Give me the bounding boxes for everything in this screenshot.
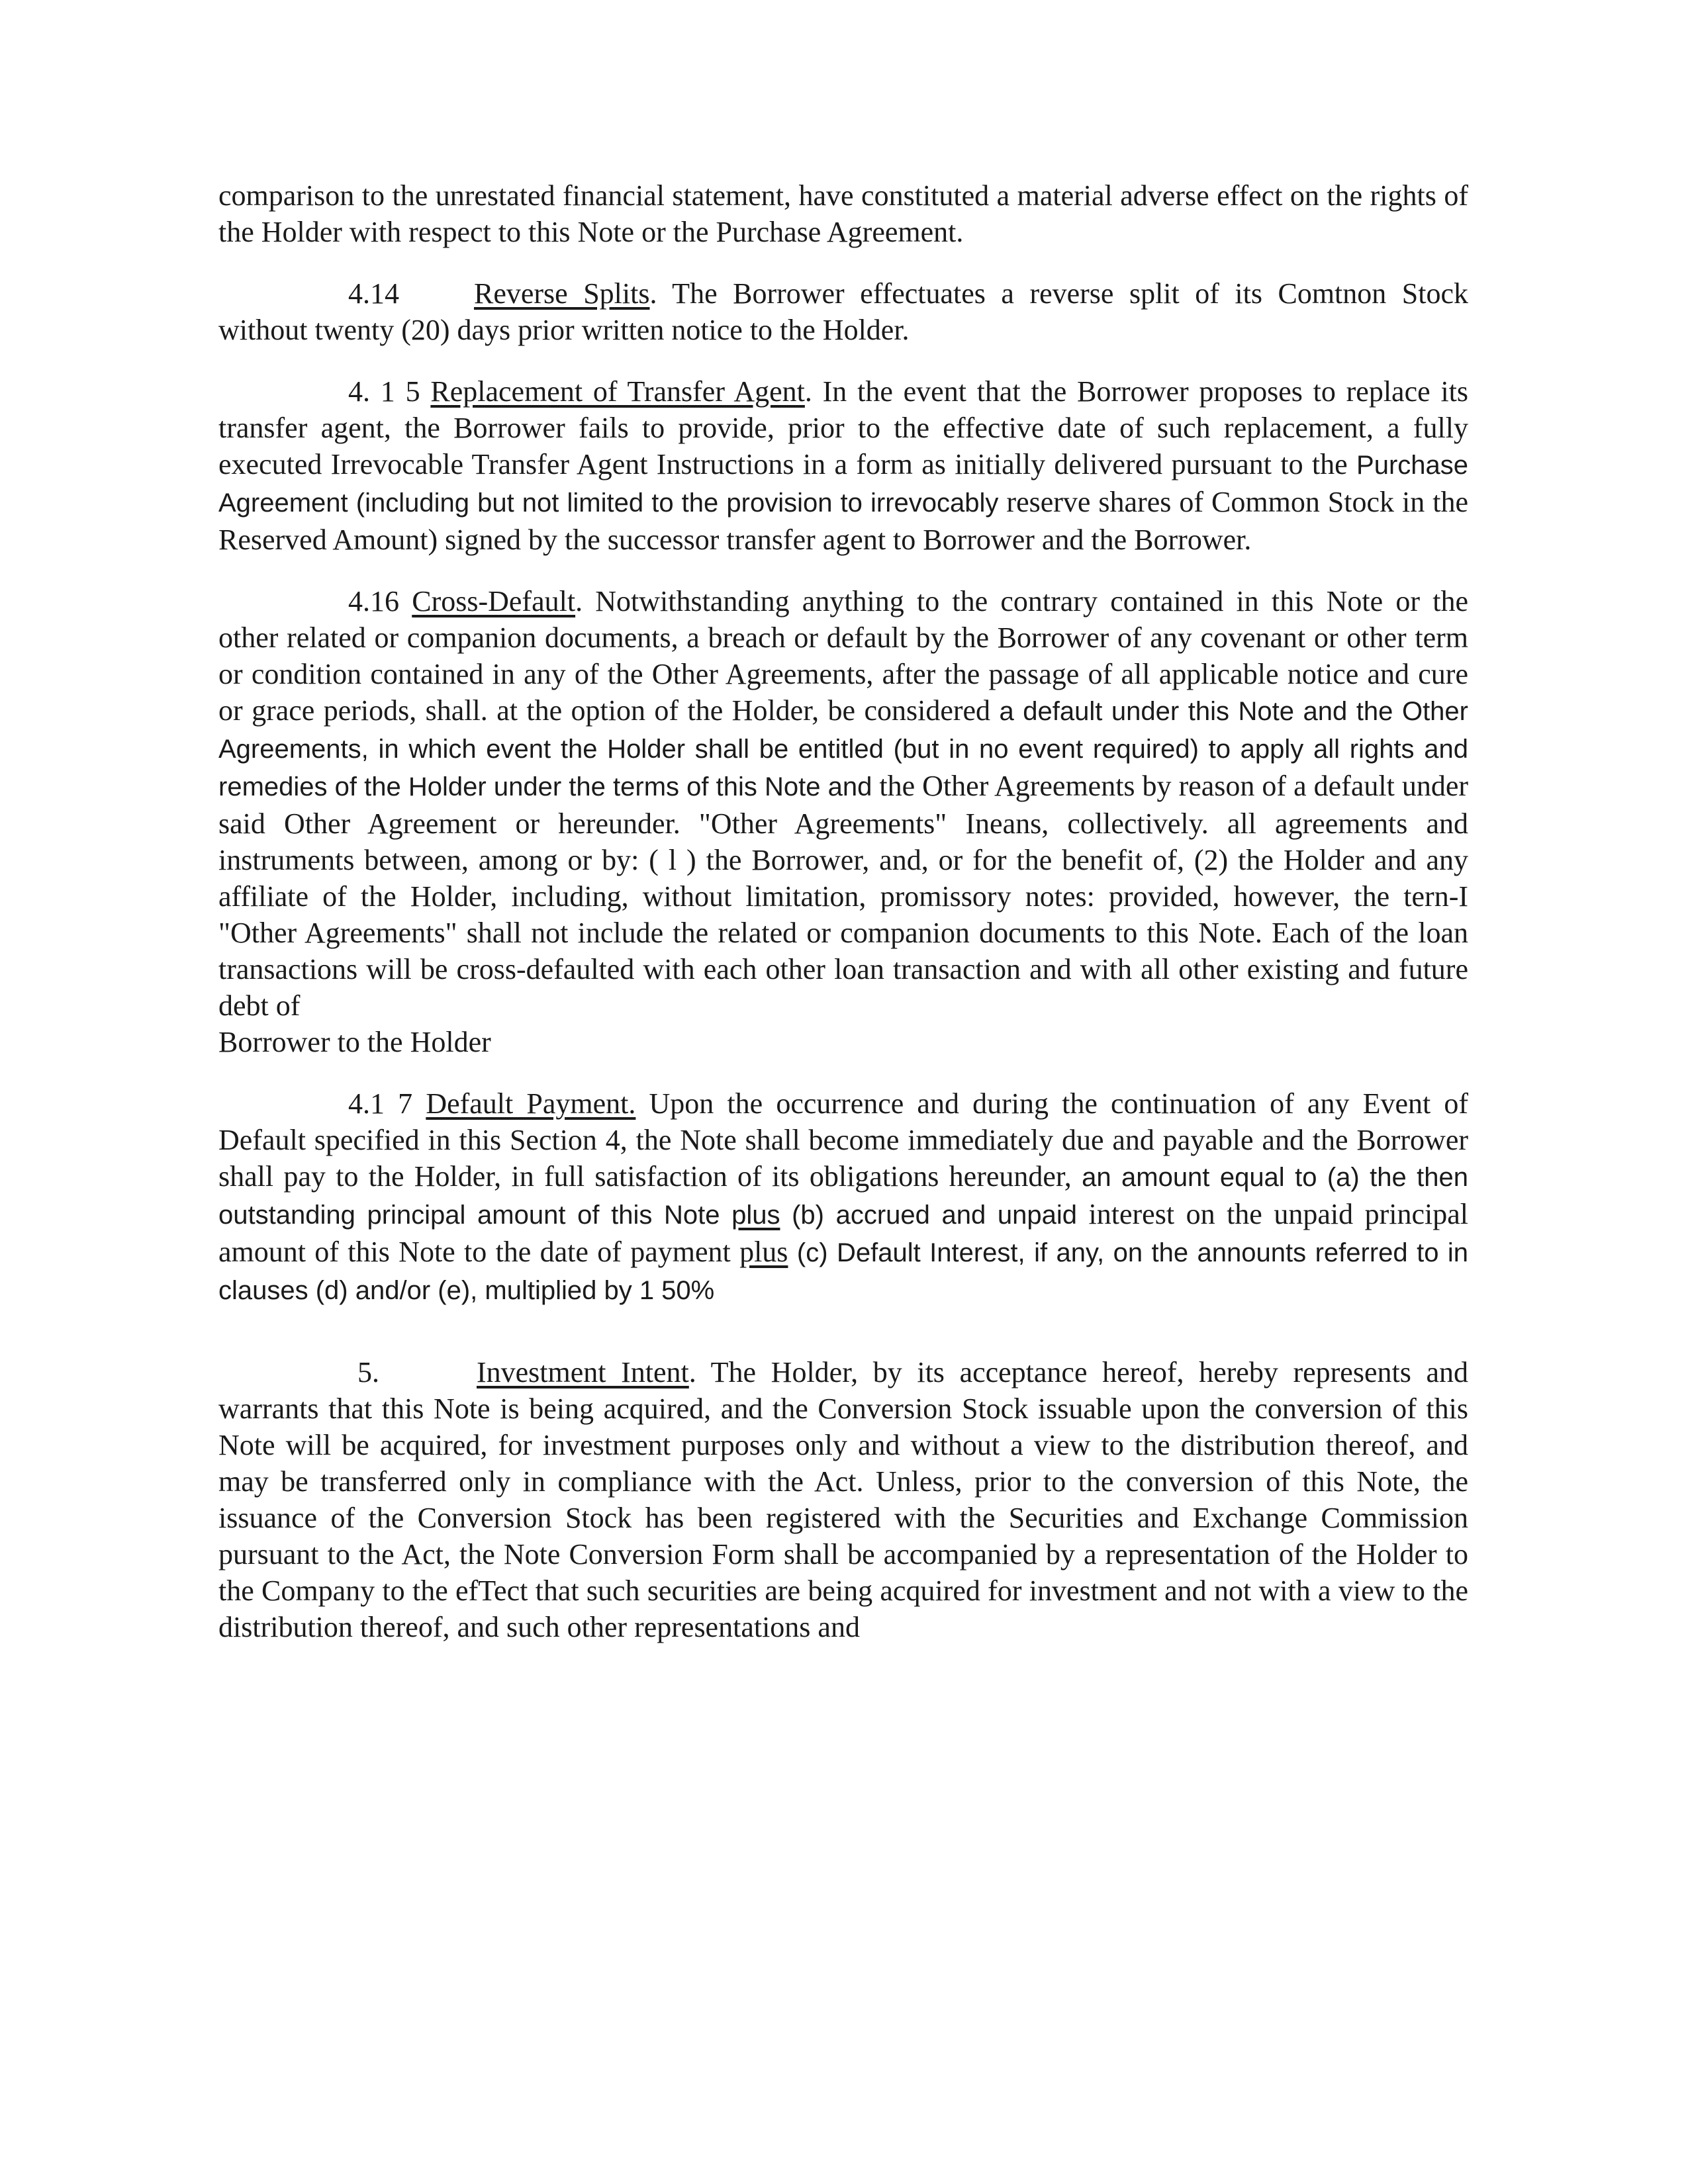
section-text-sans: (c) Default Interest, if any, on the announts referred to in clauses (d) and/or (e), multiplied by 1 50% [218, 1238, 1469, 1305]
section-text-sans: Purchase Agreement (including but not limited to the provision to irrevocably [218, 451, 1468, 518]
section-text: reserve shares of Common Stock in the Reserved Amount) signed by the successor transfer agent to Borrower and the Borrower. [218, 486, 1468, 556]
section-number: 4.1 7 [348, 1087, 413, 1120]
section-number: 5. [357, 1356, 379, 1388]
plus-term: plus [731, 1201, 780, 1230]
document-page [218, 177, 1468, 1670]
section-4-15 [218, 373, 1468, 558]
section-text: . In the event that the Borrower proposes to replace its transfer agent, the Borrower fails to provide, prior to the effective date of such replacement, a fully executed Irrevocable Transfer Agent Instructions in a form as initially delivered pursuant to the [218, 375, 1469, 480]
section-5 [218, 1354, 1468, 1645]
section-text: interest on the unpaid principal amount of this Note to the date of payment [218, 1198, 1468, 1268]
section-4-16 [218, 583, 1468, 1024]
section-text-sans: an amount equal to (a) the then outstanding principal amount of this Note [218, 1163, 1468, 1230]
section-number: 4. 1 5 [348, 375, 420, 408]
paragraph-continuation [218, 177, 1468, 250]
section-heading: Reverse Splits [474, 277, 650, 310]
section-text: . Notwithstanding anything to the contrary contained in this Note or the other related or companion documents, a breach or default by the Borrower of any covenant or other term or condition contained in any of the Other Agreements, after the passage of all applicable notice and cure or grace periods, shall. at the option of the Holder, be considered [218, 585, 1469, 727]
section-number: 4.14 [348, 277, 399, 310]
section-text-sans: (b) accrued and unpaid [780, 1201, 1078, 1230]
section-text: . The Borrower effectuates a reverse split of its Comtnon Stock without twenty (20) days prior written notice to the Holder. [218, 277, 1468, 346]
section-4-14 [218, 275, 1468, 348]
section-heading: Default Payment. [426, 1087, 636, 1120]
section-text: Upon the occurrence and during the continuation of any Event of Default specified in this Section 4, the Note shall become immediately due and payable and the Borrower shall pay to the Holder, in full satisfaction of its obligations hereunder, [218, 1087, 1469, 1193]
section-text-sans: a default under this Note and the Other Agreements, in which event the Holder shall be entitled (but in no event required) to apply all rights and remedies of the Holder under the terms of this Note and [218, 697, 1468, 801]
section-text: . The Holder, by its acceptance hereof, hereby represents and warrants that this Note is being acquired, and the Conversion Stock issuable upon the conversion of this Note will be acquired, for investment purposes only and without a view to the distribution thereof, and may be transferred only in compliance with the Act. Unless, prior to the conversion of this Note, the issuance of the Conversion Stock has been registered with the Securities and Exchange Commission pursuant to the Act, the Note Conversion Form shall be accompanied by a representation of the Holder to the Company to the efTect that such securities are being acquired for investment and not with a view to the distribution thereof, and such other representations and [218, 1356, 1469, 1643]
section-heading: Replacement of Transfer Agent [430, 375, 805, 408]
section-text: Borrower to the Holder [218, 1026, 491, 1058]
spacer [218, 1334, 1468, 1354]
paragraph-text: comparison to the unrestated financial statement, have constituted a material adverse effect on the rights of the Holder with respect to this Note or the Purchase Agreement. [218, 179, 1468, 248]
section-text: the Other Agreements by reason of a default under said Other Agreement or hereunder. "Other Agreements" Ineans, collectively. all agreements and instruments between, among or by: ( l ) the Borrower, and, or for the benefit of, (2) the Holder and any affiliate of the Holder, including, without limitation, promissory notes: provided, however, the tern-I "Other Agreements" shall not include the related or companion documents to this Note. Each of the loan transactions will be cross-defaulted with each other loan transaction and with all other existing and future debt of [218, 770, 1469, 1022]
section-heading: Cross-Default [412, 585, 576, 617]
plus-term: plus [739, 1236, 788, 1268]
section-4-17 [218, 1085, 1468, 1309]
section-4-16-tail [218, 1024, 1468, 1060]
section-number: 4.16 [348, 585, 399, 617]
section-heading: Investment Intent [477, 1356, 689, 1388]
